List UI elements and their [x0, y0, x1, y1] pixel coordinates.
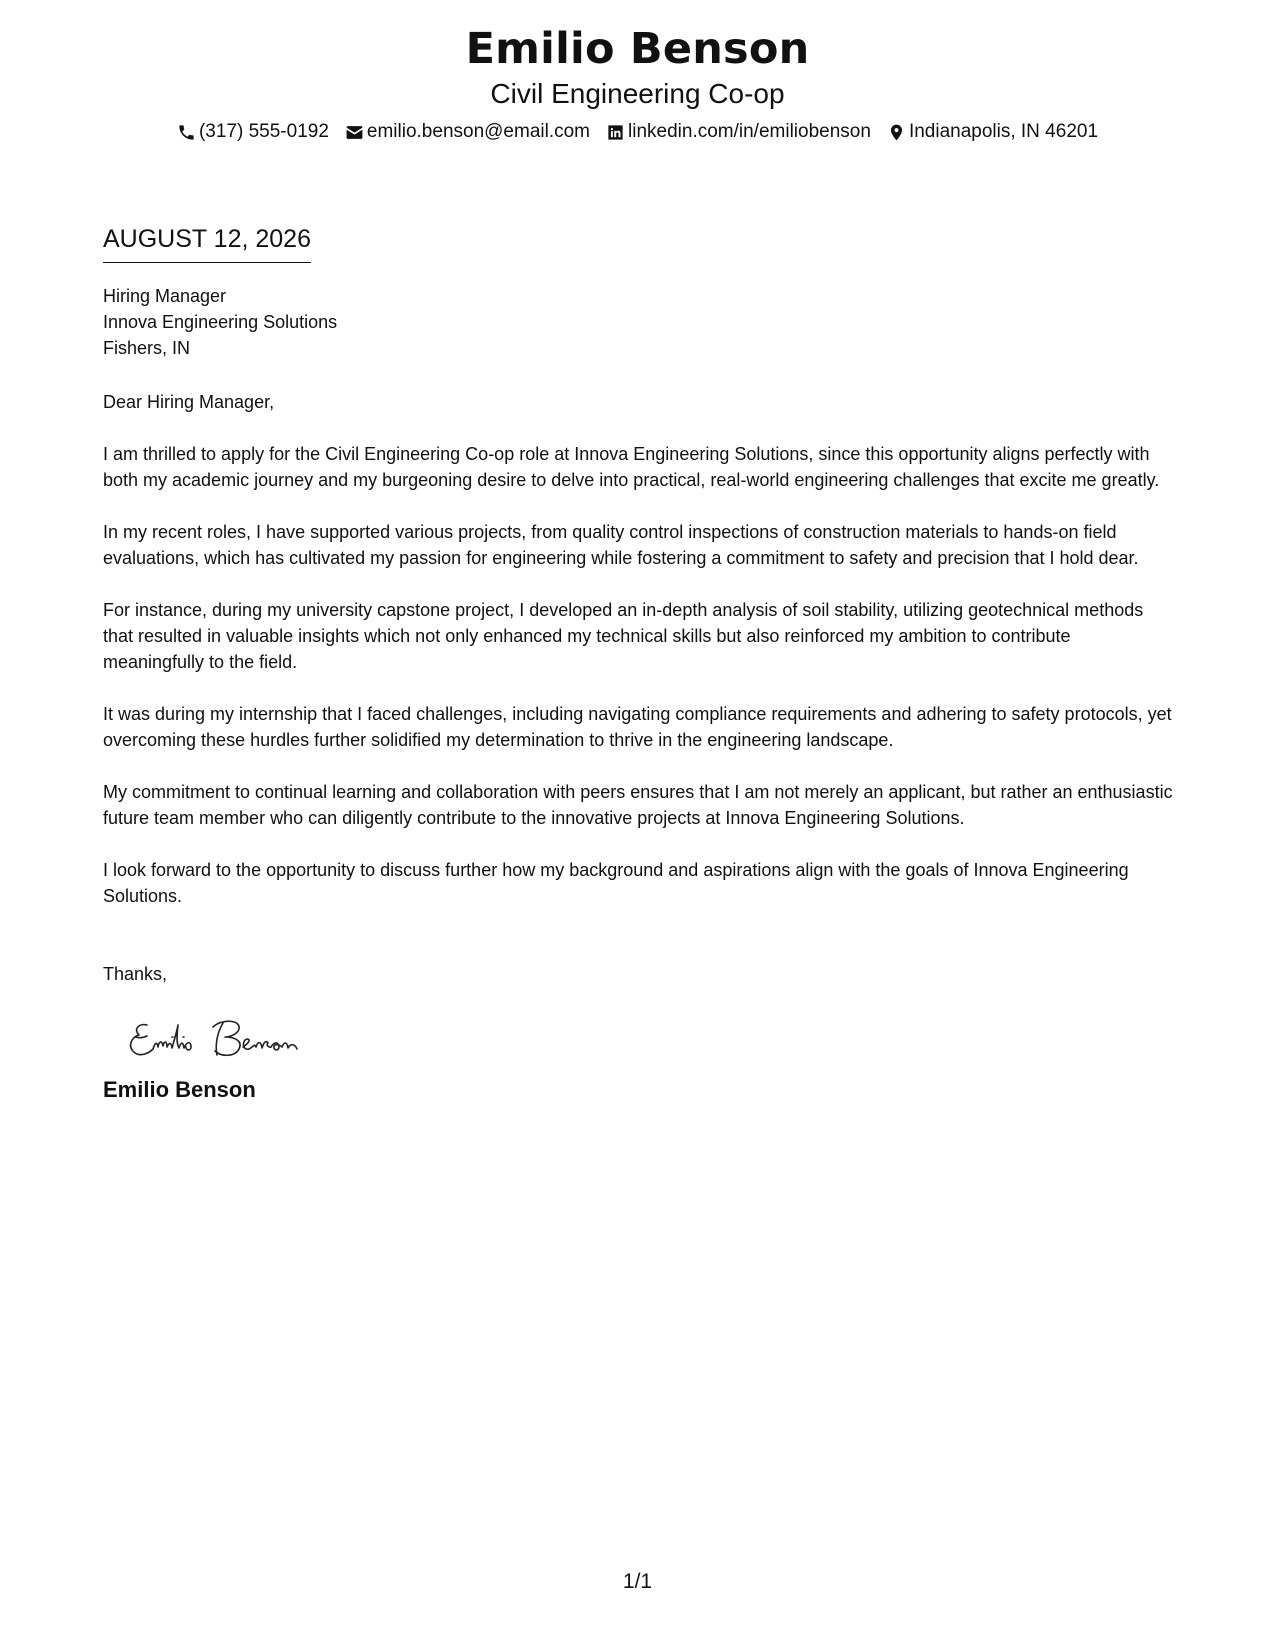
body-paragraph: I am thrilled to apply for the Civil Engineering Co-op role at Innova Engineering Solutions, since this opportunity aligns perfectly with both my academic journey and my burgeoning desire to delve into practical, real-world engineering challenges that excite me greatly. — [103, 444, 1160, 490]
recipient-location: Fishers, IN — [103, 338, 191, 358]
recipient-block — [103, 283, 1173, 361]
contact-linkedin — [606, 119, 871, 145]
body-paragraph: In my recent roles, I have supported various projects, from quality control inspections of construction materials to hands-on field evaluations, which has cultivated my passion for engineering while fostering a commitment to safety and precision that I hold dear. — [103, 522, 1139, 568]
letter-header — [0, 22, 1275, 145]
recipient-company: Innova Engineering Solutions — [103, 312, 338, 332]
body-paragraph: My commitment to continual learning and collaboration with peers ensures that I am not merely an applicant, but rather an enthusiastic future team member who can diligently contribute to the innovative projects at Innova Engineering Solutions. — [103, 782, 1173, 828]
handwritten-signature — [125, 1011, 355, 1067]
linkedin-icon — [606, 123, 625, 142]
phone-icon — [177, 123, 196, 142]
body-paragraph: It was during my internship that I faced challenges, including navigating compliance requirements and adhering to safety protocols, yet overcoming these hurdles further solidified my determination to thrive in the engineering landscape. — [103, 704, 1172, 750]
contact-location — [887, 119, 1098, 145]
contact-bar — [0, 119, 1275, 145]
letter-body — [103, 222, 1173, 1105]
closing: Thanks, — [103, 964, 168, 984]
contact-phone — [177, 119, 329, 145]
envelope-icon — [345, 123, 364, 142]
signature-graphic — [125, 1011, 355, 1067]
phone-text: (317) 555-0192 — [198, 121, 329, 142]
signed-name: Emilio Benson — [103, 1077, 256, 1102]
page-number: 1/1 — [622, 1570, 653, 1593]
email-text: emilio.benson@email.com — [366, 121, 591, 142]
location-text: Indianapolis, IN 46201 — [908, 121, 1099, 142]
map-pin-icon — [887, 123, 906, 142]
body-paragraph: For instance, during my university capstone project, I developed an in-depth analysis of soil stability, utilizing geotechnical methods that resulted in valuable insights which not only enhanced my technical skills but also reinforced my ambition to contribute meaningfully to the field. — [103, 600, 1144, 672]
contact-email — [345, 119, 590, 145]
applicant-title: Civil Engineering Co-op — [490, 78, 785, 109]
applicant-name: Emilio Benson — [465, 24, 810, 74]
body-paragraph: I look forward to the opportunity to discuss further how my background and aspirations align with the goals of Innova Engineering Solutions. — [103, 860, 1129, 906]
recipient-name: Hiring Manager — [103, 286, 227, 306]
letter-date: AUGUST 12, 2026 — [103, 222, 311, 263]
salutation: Dear Hiring Manager, — [103, 392, 275, 412]
linkedin-text: linkedin.com/in/emiliobenson — [628, 121, 871, 142]
